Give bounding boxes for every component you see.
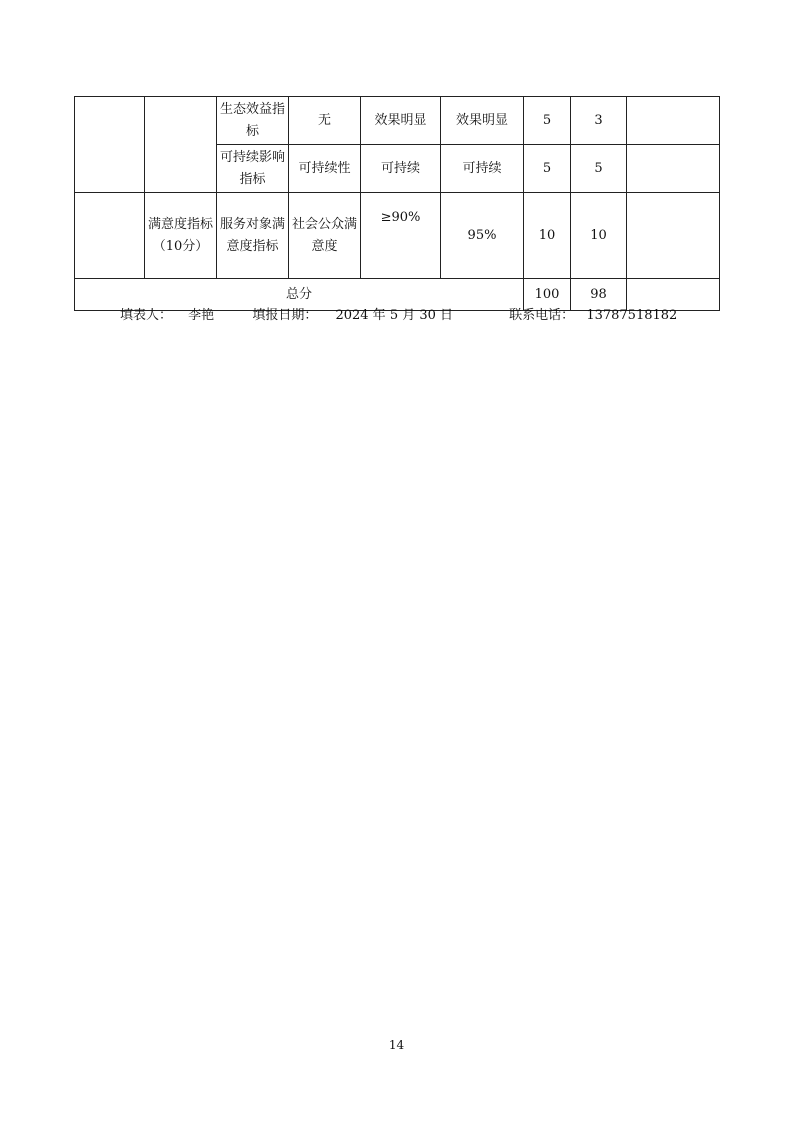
actual-value-cell: 效果明显 (441, 97, 524, 145)
table-row (75, 97, 720, 145)
score-cell: 10 (571, 193, 627, 279)
level2-indicator-cell (145, 97, 217, 193)
indicator-cell: 无 (289, 97, 361, 145)
table-row (75, 193, 720, 279)
actual-value-cell: 可持续 (441, 145, 524, 193)
filler-label: 填表人： (120, 308, 173, 323)
total-label-cell: 总分 (75, 279, 524, 311)
remark-cell (627, 145, 720, 193)
indicator-cell: 社会公众满意度 (289, 193, 361, 279)
weight-cell: 5 (524, 145, 571, 193)
target-value-cell: 可持续 (361, 145, 441, 193)
date-label: 填报日期： (252, 308, 318, 323)
indicator-cell: 可持续性 (289, 145, 361, 193)
level3-indicator-cell: 可持续影响指标 (217, 145, 289, 193)
target-value-cell: 效果明显 (361, 97, 441, 145)
level2-indicator-cell: 满意度指标（10分） (145, 193, 217, 279)
remark-cell (627, 97, 720, 145)
date-value: 2024 年 5 月 30 日 (335, 308, 454, 323)
level3-indicator-cell: 服务对象满意度指标 (217, 193, 289, 279)
target-value-cell: ≥90% (361, 193, 441, 279)
level1-indicator-cell (75, 97, 145, 193)
filler-name: 李艳 (188, 308, 215, 323)
phone-value: 13787518182 (586, 308, 678, 323)
actual-value-cell: 95% (441, 193, 524, 279)
form-footer (120, 304, 677, 323)
page-number: 14 (388, 1038, 405, 1052)
level3-indicator-cell: 生态效益指标 (217, 97, 289, 145)
total-score-cell: 98 (571, 279, 627, 311)
weight-cell: 10 (524, 193, 571, 279)
score-cell: 5 (571, 145, 627, 193)
score-cell: 3 (571, 97, 627, 145)
remark-cell (627, 193, 720, 279)
total-weight-cell: 100 (524, 279, 571, 311)
weight-cell: 5 (524, 97, 571, 145)
performance-evaluation-table (74, 96, 720, 311)
phone-label: 联系电话： (509, 308, 575, 323)
level1-indicator-cell (75, 193, 145, 279)
